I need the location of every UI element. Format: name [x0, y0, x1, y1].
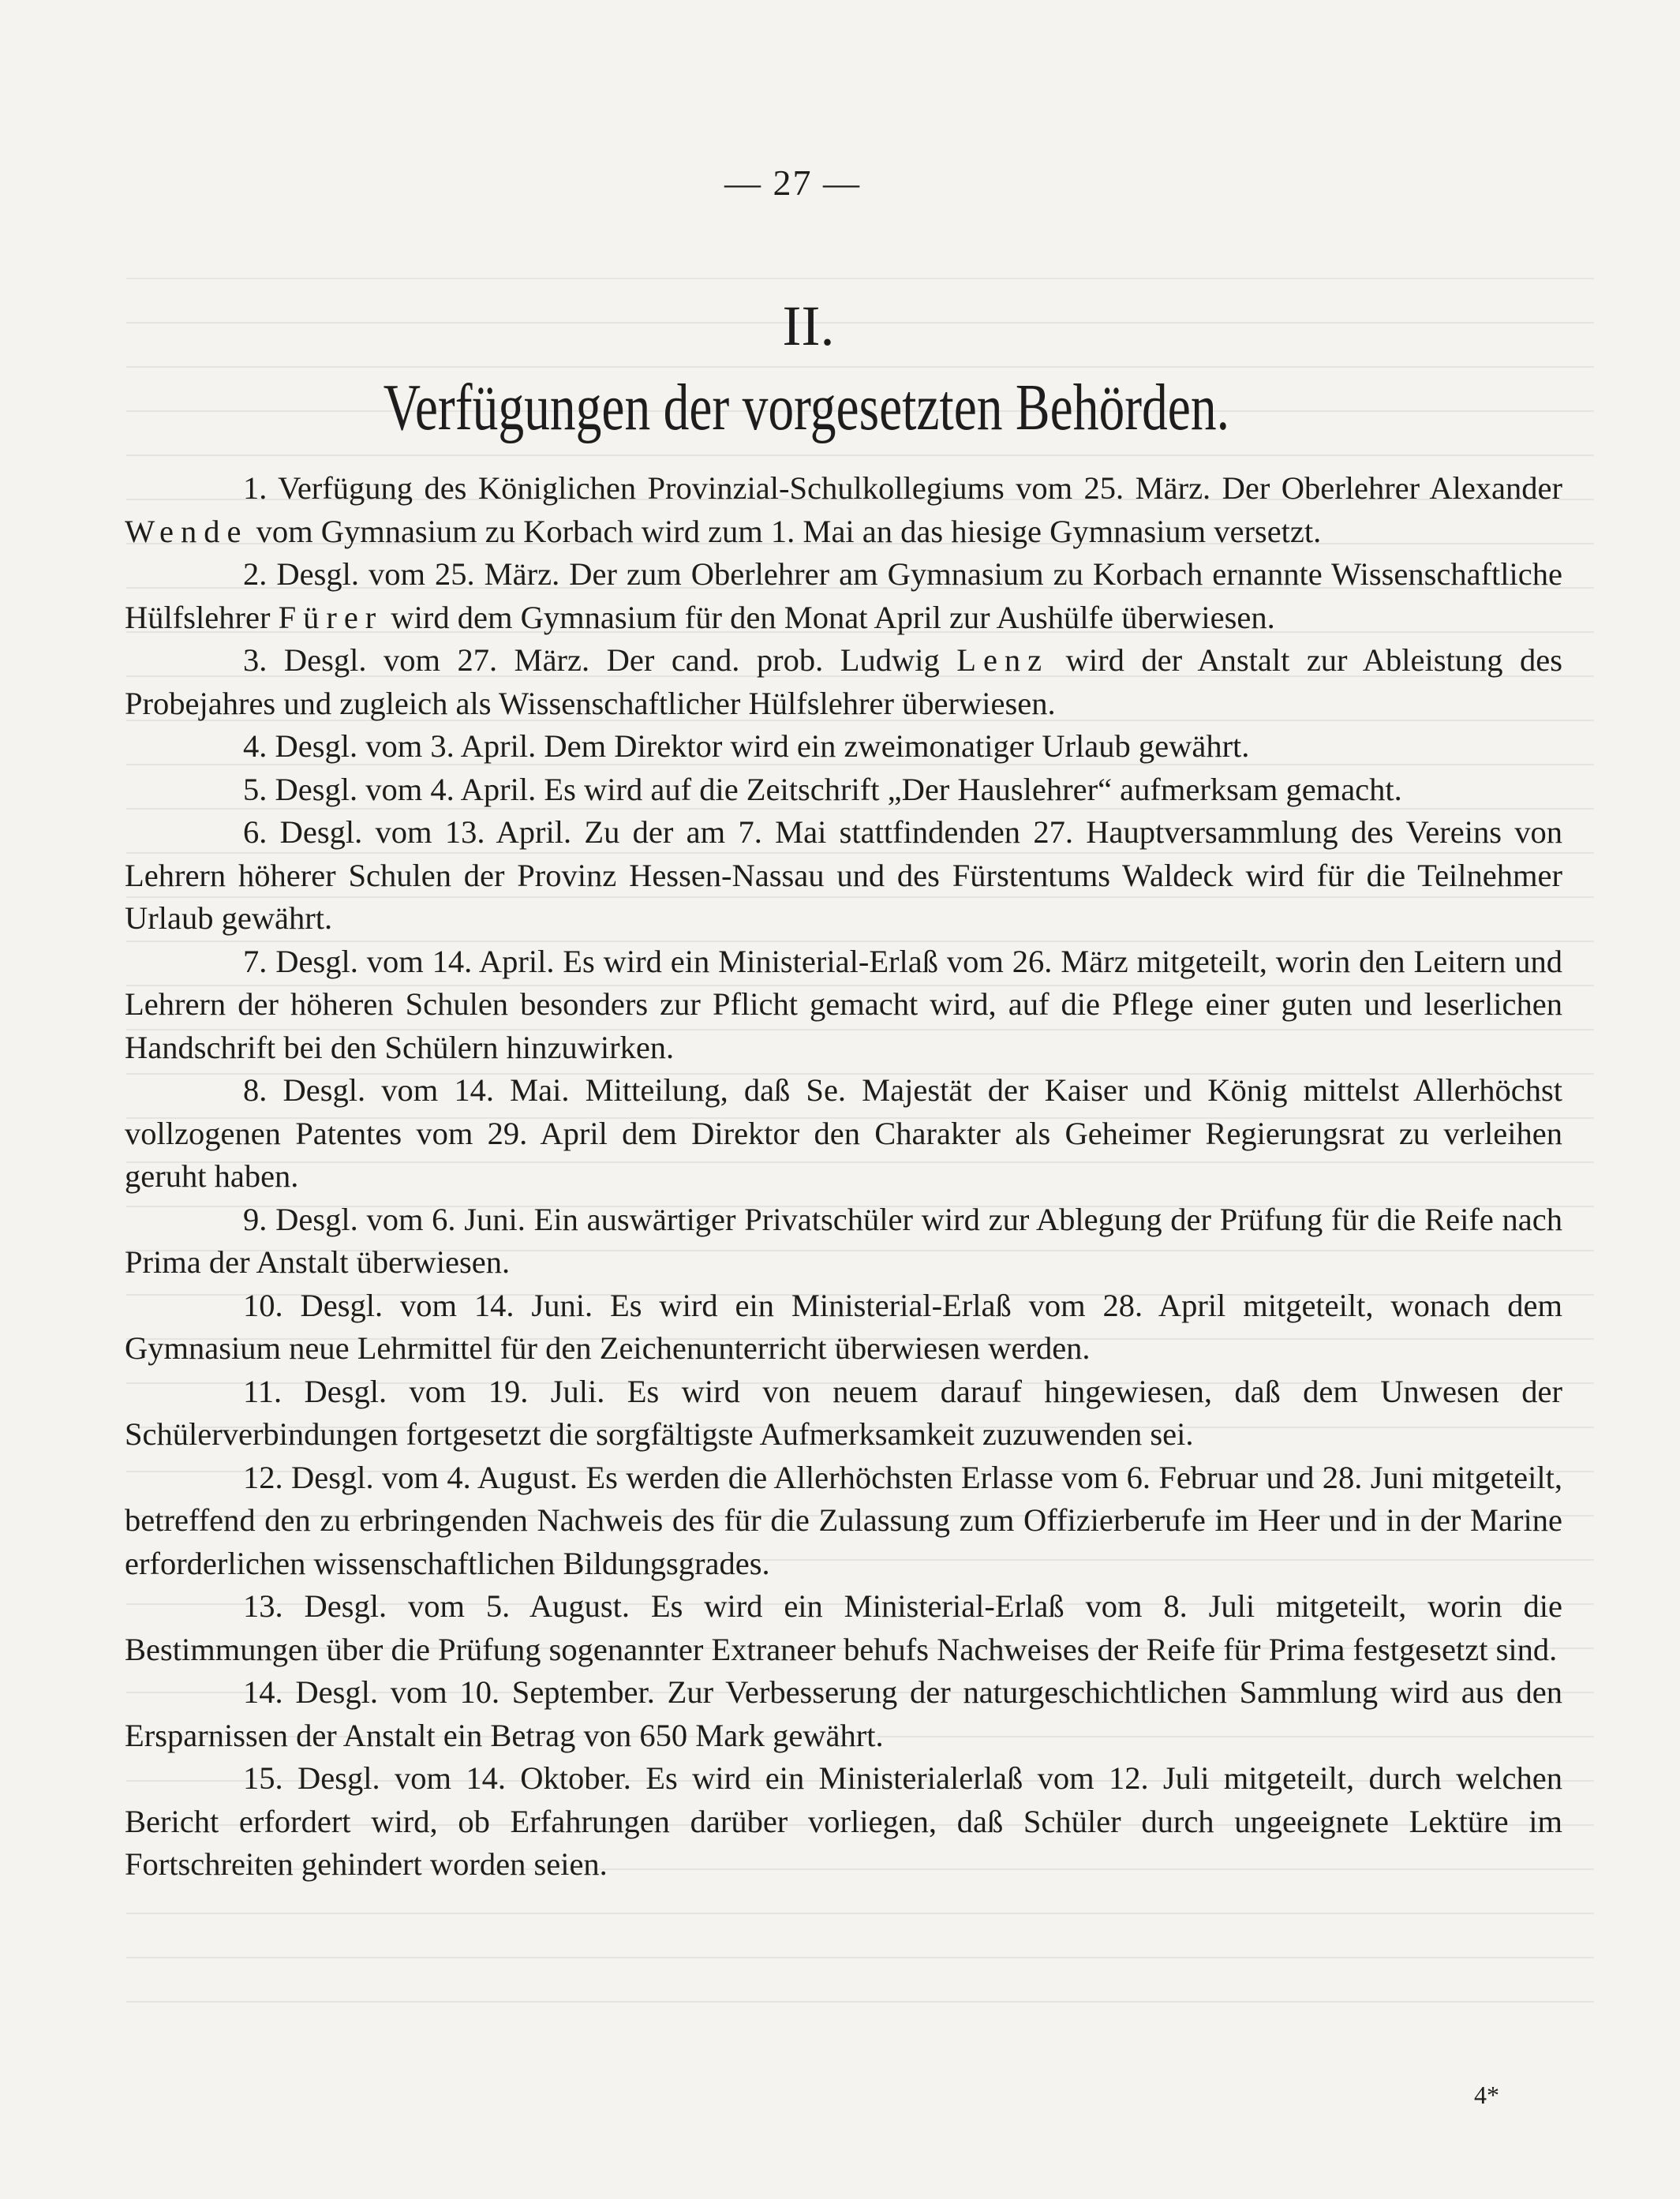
page-number: — 27 —	[724, 163, 861, 203]
entry-13: 13. Desgl. vom 5. August. Es wird ein Ministerial-Erlaß vom 8. Juli mitgeteilt, worin die Bestimmungen über die Prüfung sogenannter Extraneer behufs Nachweises der Reife für Prima festgesetzt sind.	[125, 1588, 1562, 1667]
signature-mark: 4*	[1474, 2081, 1499, 2109]
spaced-name: Wende	[125, 513, 249, 549]
entry-4: 4. Desgl. vom 3. April. Dem Direktor wird ein zweimonatiger Urlaub gewährt.	[243, 728, 1250, 764]
entry-6: 6. Desgl. vom 13. April. Zu der am 7. Mai stattfindenden 27. Hauptversammlung des Vereins von Lehrern höherer Schulen der Provinz Hessen-Nassau und des Fürstentums Waldeck wird für die Teilnehmer Urlaub gewährt.	[125, 814, 1562, 936]
spaced-name: Lenz	[956, 642, 1050, 678]
entries-list	[125, 467, 1562, 1887]
entry-7: 7. Desgl. vom 14. April. Es wird ein Ministerial-Erlaß vom 26. März mitgeteilt, worin den Leitern und Lehrern der höheren Schulen besonders zur Pflicht gemacht wird, auf die Pflege einer guten und leserlichen Handschrift bei den Schülern hinzuwirken.	[125, 943, 1562, 1065]
entry-11: 11. Desgl. vom 19. Juli. Es wird von neuem darauf hingewiesen, daß dem Unwesen der Schülerverbindungen fortgesetzt die sorgfältigste Aufmerksamkeit zuzuwenden sei.	[125, 1373, 1562, 1452]
entry-8: 8. Desgl. vom 14. Mai. Mitteilung, daß Se. Majestät der Kaiser und König mittelst Allerhöchst vollzogenen Patentes vom 29. April dem Direktor den Charakter als Geheimer Regierungsrat zu verleihen geruht haben.	[125, 1072, 1562, 1194]
entry-5: 5. Desgl. vom 4. April. Es wird auf die Zeitschrift „Der Hauslehrer“ aufmerksam gemacht.	[243, 771, 1402, 807]
entry-15: 15. Desgl. vom 14. Oktober. Es wird ein Ministerialerlaß vom 12. Juli mitgeteilt, durch welchen Bericht erfordert wird, ob Erfahrungen darüber vorliegen, daß Schüler durch ungeeignete Lektüre im Fortschreiten gehindert worden seien.	[125, 1760, 1562, 1882]
entry-9: 9. Desgl. vom 6. Juni. Ein auswärtiger Privatschüler wird zur Ablegung der Prüfung für die Reife nach Prima der Anstalt überwiesen.	[125, 1201, 1562, 1280]
entry-3: 3. Desgl. vom 27. März. Der cand. prob. Ludwig Lenz wird der Anstalt zur Ableistung des Probejahres und zugleich als Wissenschaftlicher Hülfslehrer überwiesen.	[125, 642, 1563, 721]
section-title: Verfügungen der vorgesetzten Behörden.	[383, 371, 1230, 444]
spaced-name: Fürer	[278, 599, 384, 635]
entry-10: 10. Desgl. vom 14. Juni. Es wird ein Ministerial-Erlaß vom 28. April mitgeteilt, wonach dem Gymnasium neue Lehrmittel für den Zeichenunterricht überwiesen werden.	[125, 1287, 1562, 1366]
entry-12: 12. Desgl. vom 4. August. Es werden die Allerhöchsten Erlasse vom 6. Februar und 28. Juni mitgeteilt, betreffend den zu erbringenden Nachweis des für die Zulassung zum Offizierberufe im Heer und in der Marine erforderlichen wissenschaftlichen Bildungsgrades.	[125, 1459, 1562, 1581]
entry-14: 14. Desgl. vom 10. September. Zur Verbesserung der naturgeschichtlichen Sammlung wird aus den Ersparnissen der Anstalt ein Betrag von 650 Mark gewährt.	[125, 1674, 1562, 1753]
section-number: II.	[782, 294, 835, 357]
entry-1: 1. Verfügung des Königlichen Provinzial-Schulkollegiums vom 25. März. Der Oberlehrer Alexander Wende vom Gymnasium zu Korbach wird zum 1. Mai an das hiesige Gymnasium versetzt.	[125, 470, 1562, 549]
entry-2: 2. Desgl. vom 25. März. Der zum Oberlehrer am Gymnasium zu Korbach ernannte Wissenschaftliche Hülfslehrer Fürer wird dem Gymnasium für den Monat April zur Aushülfe überwiesen.	[125, 556, 1562, 635]
